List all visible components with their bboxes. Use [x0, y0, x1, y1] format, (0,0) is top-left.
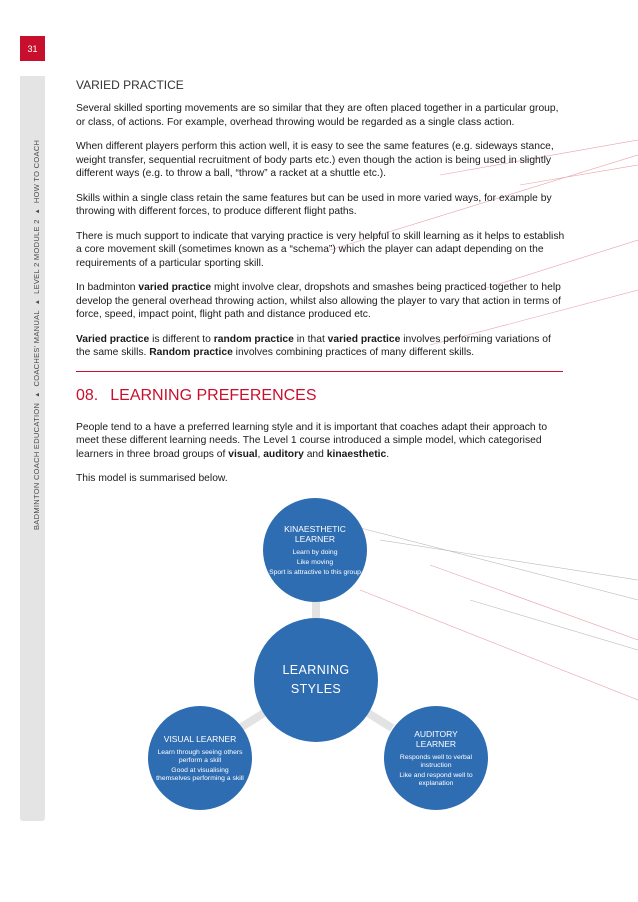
bold-term: varied practice [327, 333, 401, 345]
triangle-icon: ▲ [35, 208, 41, 215]
paragraph: This model is summarised below. [76, 473, 228, 484]
learning-styles-circle [254, 618, 378, 742]
circle-point: Sport is attractive to this group [269, 568, 361, 576]
bold-term: varied practice [138, 282, 212, 293]
bold-term: visual [228, 448, 258, 460]
circle-title: AUDITORY LEARNER [414, 728, 458, 749]
triangle-icon: ▲ [35, 391, 41, 398]
center-label: LEARNING [282, 663, 350, 677]
page-number: 31 [20, 36, 45, 61]
paragraph: When different players perform this action well, it is easy to see the same features (e.g. sideways stance, weight transfer, sequential recruitment of body parts etc.) even though the action is being used in slightly different ways (e.g. to throw a ball, “throw” a racket at a shuttle etc.). [76, 141, 554, 179]
paragraph [76, 421, 566, 462]
section-title [76, 387, 566, 405]
main-content [76, 78, 566, 497]
breadcrumb-part: HOW TO COACH [32, 139, 41, 204]
circle-point: Learn through seeing others perform a skill [157, 748, 243, 764]
triangle-icon: ▲ [35, 298, 41, 306]
circle-title: VISUAL LEARNER [163, 733, 237, 744]
section-heading: VARIED PRACTICE [76, 78, 184, 92]
text: involves performing variations of the same skills. [76, 333, 551, 358]
auditory-learner-circle [384, 706, 488, 810]
section-number: 08. [76, 386, 99, 404]
bold-term: random practice [213, 333, 294, 345]
breadcrumb-part: LEVEL 2 MODULE 2 [32, 219, 41, 294]
paragraph: Several skilled sporting movements are so similar that they are often placed together in a particular group, or class, of actions. For example, overhead throwing would be regarded as a single class action. [76, 103, 559, 128]
paragraph [76, 281, 566, 322]
circle-point: Good at visualising themselves performing a skill [156, 766, 244, 782]
circle-point: Learn by doing [292, 548, 338, 556]
sidebar-breadcrumb [32, 140, 41, 530]
text: might involve clear, dropshots and smashes being practiced together to help develop the general overhead throwing action, whilst also allowing the player to vary that action in terms of force, speed, impact point, flight path and distance produced etc. [76, 282, 561, 320]
visual-learner-circle [148, 706, 252, 810]
connector-top [312, 600, 320, 620]
bold-term: Random practice [149, 347, 233, 358]
bold-term: Varied practice [76, 333, 150, 345]
paragraph [76, 333, 566, 360]
text: , [257, 448, 264, 460]
center-label: STYLES [290, 682, 342, 696]
bold-term: kinaesthetic [326, 448, 387, 460]
text: involves combining practices of many different skills. [232, 347, 475, 358]
paragraph: Skills within a single class retain the same features but can be used in more varied ways, for example by throwing with different forces, to produce different flight paths. [76, 192, 552, 217]
circle-title: KINAESTHETIC LEARNER [284, 523, 346, 544]
text: In badminton [76, 282, 139, 293]
breadcrumb-part: COACHES' MANUAL [32, 310, 41, 387]
circle-point: Responds well to verbal instruction [399, 753, 473, 769]
breadcrumb-part: BADMINTON COACH EDUCATION [32, 402, 41, 530]
section-divider [76, 371, 563, 372]
section-title-text: LEARNING PREFERENCES [110, 386, 317, 404]
text: is different to [149, 333, 214, 345]
text: . [386, 448, 390, 460]
bold-term: auditory [263, 448, 304, 460]
circle-point: Like moving [296, 558, 334, 566]
paragraph: There is much support to indicate that varying practice is very helpful to skill learning as it helps to establish a core movement skill (sometimes known as a “schema”) which the player can adapt depending on the requirements of a particular sporting skill. [76, 230, 565, 269]
circle-point: Like and respond well to explanation [399, 771, 473, 787]
text: and [303, 448, 327, 460]
text: in that [293, 333, 328, 345]
kinaesthetic-learner-circle [263, 498, 367, 602]
text: People tend to a have a preferred learning style and it is important that coaches adapt their approach to meet these different learning needs. The Level 1 course introduced a simple model, which categorised learners in three broad groups of [76, 421, 548, 460]
